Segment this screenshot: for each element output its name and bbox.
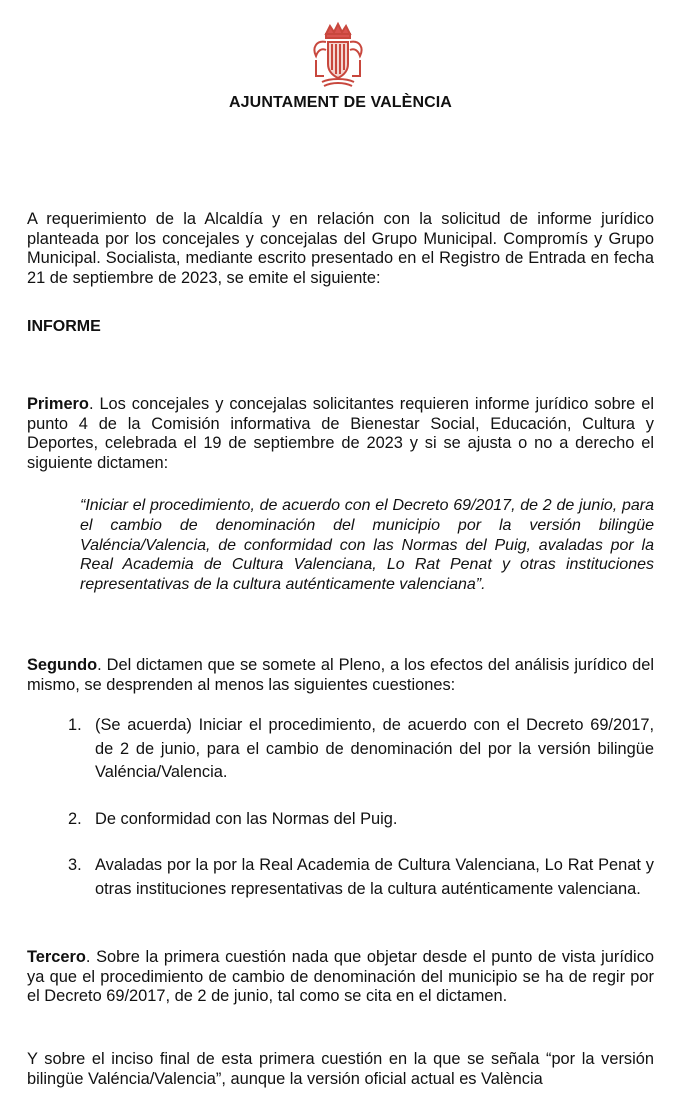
list-item-text: (Se acuerda) Iniciar el procedimiento, de acuerdo con el Decreto 69/2017, de 2 de junio, para el cambio de denominación del por la versión bilingüe Valéncia/Valencia. — [95, 716, 654, 782]
coat-of-arms-logo — [308, 20, 368, 92]
section-primero-text: . Los concejales y concejalas solicitantes requieren informe jurídico sobre el punto 4 de la Comisión informativa de Bienestar Social, Educación, Cultura y Deportes, celebrada el 19 de septiembre de 2023 y si se ajusta o no a derecho el siguiente dictamen: — [27, 395, 654, 472]
report-heading: INFORME — [27, 318, 101, 335]
section-tercero — [27, 948, 654, 1007]
list-item-number: 1. — [68, 716, 82, 734]
section-primero — [27, 395, 654, 473]
dictamen-quote: “Iniciar el procedimiento, de acuerdo con el Decreto 69/2017, de 2 de junio, para el cambio de denominación del municipio por la versión bilingüe Valéncia/Valencia, de conformidad con las Normas del Puig, avaladas por la Real Academia de Cultura Valenciana, Lo Rat Penat y otras instituciones representativas de la cultura auténticamente valenciana”. — [80, 497, 654, 594]
list-item-number: 2. — [68, 810, 82, 828]
list-item-number: 3. — [68, 856, 82, 874]
section-segundo — [27, 656, 654, 695]
section-tercero-text: . Sobre la primera cuestión nada que objetar desde el punto de vista jurídico ya que el procedimiento de cambio de denominación del municipio se ha de regir por el Decreto 69/2017, de 2 de junio, tal como se cita en el dictamen. — [27, 948, 654, 1005]
list-item-text: Avaladas por la por la Real Academia de Cultura Valenciana, Lo Rat Penat y otras instituciones representativas de la cultura auténticamente valenciana. — [95, 856, 654, 898]
list-item — [68, 714, 654, 785]
section-tercero-label: Tercero — [27, 948, 86, 966]
section-segundo-label: Segundo — [27, 656, 98, 674]
list-item — [68, 808, 654, 832]
organization-name: AJUNTAMENT DE VALÈNCIA — [229, 94, 452, 111]
list-item-text: De conformidad con las Normas del Puig. — [95, 810, 398, 828]
section-primero-label: Primero — [27, 395, 89, 413]
closing-paragraph: Y sobre el inciso final de esta primera cuestión en la que se señala “por la versión bilingüe Valéncia/Valencia”, aunque la versión oficial actual es València — [27, 1050, 654, 1088]
section-segundo-text: . Del dictamen que se somete al Pleno, a los efectos del análisis jurídico del mismo, se desprenden al menos las siguientes cuestiones: — [27, 656, 654, 694]
list-item — [68, 854, 654, 901]
intro-paragraph: A requerimiento de la Alcaldía y en relación con la solicitud de informe jurídico planteada por los concejales y concejalas del Grupo Municipal. Compromís y Grupo Municipal. Socialista, mediante escrito presentado en el Registro de Entrada en fecha 21 de septiembre de 2023, se emite el siguiente: — [27, 210, 654, 287]
